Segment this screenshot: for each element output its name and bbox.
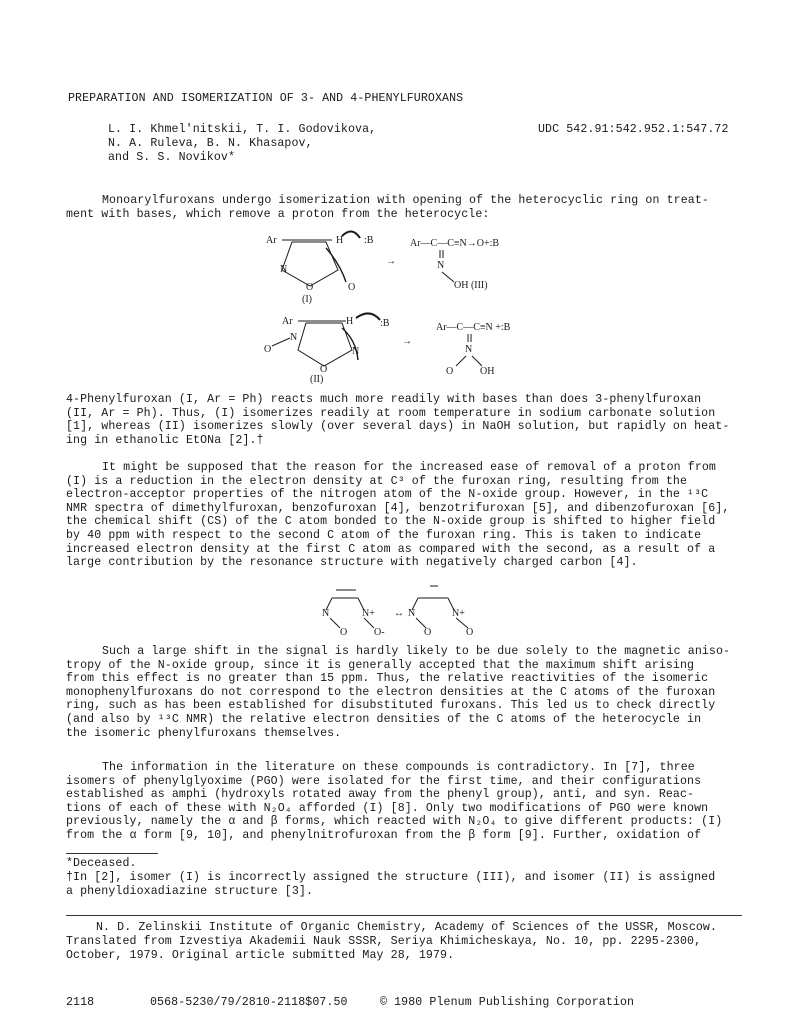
scheme-n-label: N	[280, 264, 288, 275]
resonance-scheme	[312, 582, 502, 638]
footnotes	[66, 857, 715, 899]
text-line: tropy of the N-oxide group, since it is generally accepted that the maximum shift arising	[66, 658, 695, 672]
product-iii-structure	[410, 238, 499, 291]
article-title: PREPARATION AND ISOMERIZATION OF 3- AND 4-PHENYLFUROXANS	[68, 92, 464, 105]
resonance-n-plus-label: N+	[452, 608, 465, 619]
product-o-label: O	[446, 366, 454, 377]
resonance-n-label: N	[322, 608, 330, 619]
resonance-arrow: ↔	[394, 608, 404, 619]
reaction-arrow: →	[386, 256, 396, 267]
text-line: by 40 ppm with respect to the second C atom of the furoxan ring. This is taken to indicate	[66, 528, 702, 542]
udc-code: UDC 542.91:542.952.1:547.72	[538, 123, 729, 136]
resonance-o-label: O	[466, 627, 474, 638]
scheme-o-label: O	[348, 282, 356, 293]
scheme-h-label: H	[346, 316, 354, 327]
footnote-line: †In [2], isomer (I) is incorrectly assigned the structure (III), and isomer (II) is assigned	[66, 871, 716, 884]
text-line: monophenylfuroxans do not correspond to the electron densities at the C atoms of the furoxan	[66, 685, 716, 699]
scheme-ar-label: Ar	[266, 235, 277, 246]
scheme-o-label: O	[264, 344, 272, 355]
text-line: It might be supposed that the reason for the increased ease of removal of a proton from	[102, 461, 716, 474]
author-line: L. I. Khmel'nitskii, T. I. Godovikova,	[108, 123, 377, 136]
product-formula: Ar—C—C≡N +:B	[436, 322, 511, 333]
resonance-structure-right	[408, 586, 473, 638]
scheme-b-label: :B	[380, 318, 390, 329]
scheme-b-label: :B	[364, 235, 374, 246]
scheme-ar-label: Ar	[282, 316, 293, 327]
page-number: 2118	[66, 996, 95, 1009]
resonance-o-label: O	[424, 627, 432, 638]
text-line: tions of each of these with N₂O₄ afforded (I) [8]. Only two modifications of PGO were known	[66, 801, 709, 815]
article-code: 0568-5230/79/2810-2118$07.50	[150, 996, 348, 1009]
footnote-line: *Deceased.	[66, 857, 137, 870]
paragraph-3	[66, 645, 756, 740]
compound-label-i: (I)	[302, 294, 312, 305]
resonance-o-label: O	[340, 627, 348, 638]
text-line: previously, namely the α and β forms, which reacted with N₂O₄ to give different products: (I)	[66, 815, 723, 829]
text-line: Such a large shift in the signal is hardly likely to be due solely to the magnetic aniso-	[102, 645, 731, 658]
text-line: isomers of phenylglyoxime (PGO) were isolated for the first time, and their configurations	[66, 774, 702, 788]
text-line: ring, such as has been established for disubstituted furoxans. This led us to check directly	[66, 699, 716, 713]
text-line: NMR spectra of dimethylfuroxan, benzofuroxan [4], benzotrifuroxan [5], and dibenzofuroxan [6],	[66, 501, 730, 515]
footnote-line: a phenyldioxadiazine structure [3].	[66, 885, 314, 898]
text-line: (II, Ar = Ph). Thus, (I) isomerizes readily at room temperature in sodium carbonate solution	[66, 406, 716, 420]
author-line: and S. S. Novikov*	[108, 151, 236, 165]
text-line: established as amphi (hydroxyls rotated away from the phenyl group), anti, and syn. Reac-	[66, 788, 695, 802]
author-line: N. A. Ruleva, B. N. Khasapov,	[108, 137, 313, 151]
footnote-divider	[66, 853, 158, 854]
paragraph-4	[66, 761, 756, 843]
affiliation-divider	[66, 915, 742, 916]
intro-paragraph	[66, 194, 756, 221]
compound-ii-structure	[264, 313, 390, 385]
text-line: large contribution by the resonance structure with negatively charged carbon [4].	[66, 556, 638, 570]
scheme-o-label: O	[320, 364, 328, 375]
text-line: The information in the literature on these compounds is contradictory. In [7], three	[102, 761, 695, 774]
paragraph-2	[66, 461, 756, 570]
product-n-label: N	[437, 260, 445, 271]
text-line: from this effect is no greater than 15 ppm. Thus, the relative reactivities of the isomeric	[66, 672, 709, 686]
compound-i-structure	[266, 231, 374, 305]
scheme-n-label: N	[290, 332, 298, 343]
affiliation-line: Translated from Izvestiya Akademii Nauk SSSR, Seriya Khimicheskaya, No. 10, pp. 2295-2300,	[66, 935, 702, 948]
compound-label-ii: (II)	[310, 374, 324, 385]
product-n-label: N	[465, 344, 473, 355]
text-line: the isomeric phenylfuroxans themselves.	[66, 726, 342, 740]
resonance-n-label: N	[408, 608, 416, 619]
reaction-arrow: →	[402, 336, 412, 347]
text-line: from the α form [9, 10], and phenylnitrofuroxan from the β form [9]. Further, oxidation of	[66, 828, 702, 842]
resonance-structure-left	[322, 590, 385, 638]
resonance-n-plus-label: N+	[362, 608, 375, 619]
text-line: the chemical shift (CS) of the C atom bonded to the N-oxide group is shifted to higher field	[66, 515, 716, 529]
copyright-notice: © 1980 Plenum Publishing Corporation	[380, 996, 635, 1009]
text-line: electron-acceptor properties of the nitrogen atom of the N-oxide group. However, in the ¹³C	[66, 488, 709, 502]
scheme-n-label: N	[352, 346, 360, 357]
product-oh-label: OH (III)	[454, 280, 488, 291]
affiliation-line: October, 1979. Original article submitted May 28, 1979.	[66, 949, 455, 962]
text-line: (and also by ¹³C NMR) the relative electron densities of the C atoms of the heterocycle in	[66, 712, 702, 726]
affiliation-line: N. D. Zelinskii Institute of Organic Chemistry, Academy of Sciences of the USSR, Moscow.	[96, 921, 718, 934]
product-ii-open-structure	[436, 322, 511, 377]
scheme-h-label: H	[336, 235, 344, 246]
text-line: Monoarylfuroxans undergo isomerization with opening of the heterocyclic ring on treat-	[102, 194, 709, 207]
text-line: ment with bases, which remove a proton from the heterocycle:	[66, 207, 490, 221]
author-list	[108, 123, 376, 166]
text-line: [1], whereas (II) isomerizes slowly (over several days) in NaOH solution, but rapidly on heat-	[66, 420, 730, 434]
product-formula: Ar—C—C≡N→O+:B	[410, 238, 500, 249]
reaction-scheme	[260, 228, 560, 388]
text-line: (I) is a reduction in the electron density at C³ of the furoxan ring, resulting from the	[66, 474, 688, 488]
text-line: 4-Phenylfuroxan (I, Ar = Ph) reacts much more readily with bases than does 3-phenylfuroxan	[66, 393, 702, 406]
resonance-o-minus-label: O-	[374, 627, 385, 638]
text-line: ing in ethanolic EtONa [2].†	[66, 433, 264, 447]
product-oh-label: OH	[480, 366, 495, 377]
paragraph-1	[66, 393, 756, 447]
text-line: increased electron density at the first C atom as compared with the second, as a result of a	[66, 542, 716, 556]
scheme-o-label: O	[306, 282, 314, 293]
affiliation-block	[66, 921, 717, 963]
